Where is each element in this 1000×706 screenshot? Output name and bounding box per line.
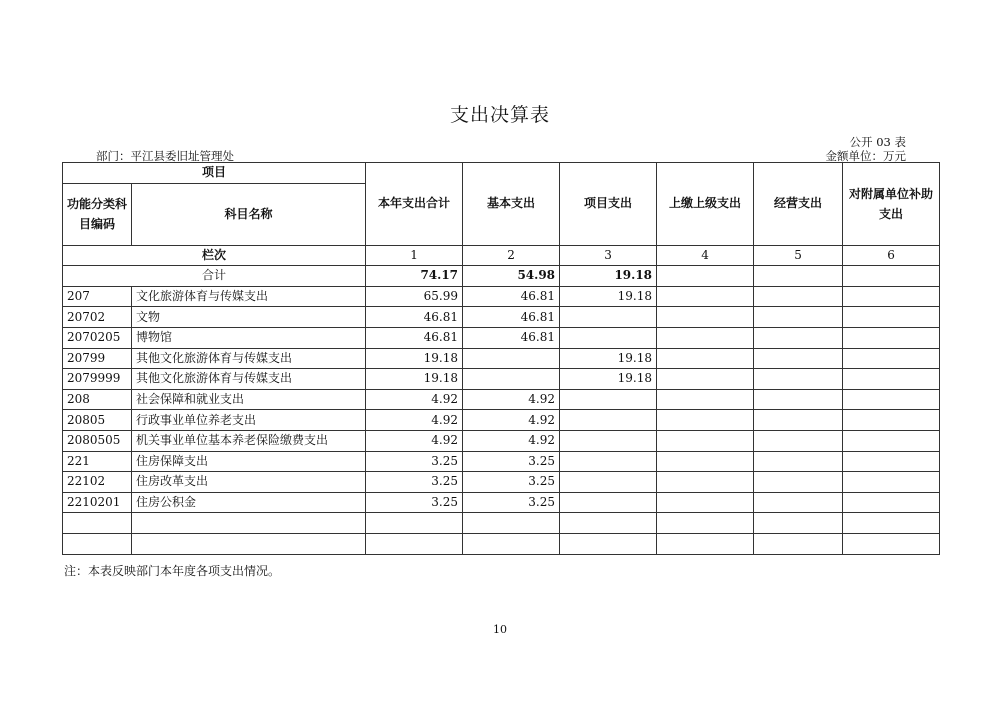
row-basic: 3.25 xyxy=(463,472,560,493)
row-code: 2210201 xyxy=(63,492,132,513)
empty-cell xyxy=(843,472,940,493)
empty-cell xyxy=(657,430,754,451)
table-row xyxy=(63,389,940,410)
table-row xyxy=(63,348,940,369)
row-project xyxy=(560,327,657,348)
row-basic: 3.25 xyxy=(463,492,560,513)
empty-cell xyxy=(463,533,560,554)
empty-cell xyxy=(366,533,463,554)
header-upper: 上缴上级支出 xyxy=(657,163,754,246)
row-name: 文化旅游体育与传媒支出 xyxy=(132,286,366,307)
row-project: 19.18 xyxy=(560,348,657,369)
table-row xyxy=(63,430,940,451)
empty-cell xyxy=(754,513,843,534)
row-code: 208 xyxy=(63,389,132,410)
empty-cell xyxy=(754,369,843,390)
row-project xyxy=(560,307,657,328)
empty-cell xyxy=(657,348,754,369)
row-name: 其他文化旅游体育与传媒支出 xyxy=(132,369,366,390)
empty-cell xyxy=(754,430,843,451)
row-code: 221 xyxy=(63,451,132,472)
row-name: 行政事业单位养老支出 xyxy=(132,410,366,431)
empty-cell xyxy=(754,451,843,472)
row-total: 4.92 xyxy=(366,430,463,451)
row-project xyxy=(560,492,657,513)
row-basic: 46.81 xyxy=(463,327,560,348)
row-code: 20805 xyxy=(63,410,132,431)
empty-cell xyxy=(657,533,754,554)
department-label: 部门：平江县委旧址管理处 xyxy=(96,149,234,163)
row-total: 19.18 xyxy=(366,348,463,369)
row-total: 3.25 xyxy=(366,492,463,513)
row-code: 207 xyxy=(63,286,132,307)
form-number: 公开 03 表 xyxy=(849,135,906,149)
table-row xyxy=(63,472,940,493)
row-code: 2080505 xyxy=(63,430,132,451)
empty-cell xyxy=(657,451,754,472)
row-total: 46.81 xyxy=(366,307,463,328)
empty-cell xyxy=(63,513,132,534)
empty-cell xyxy=(843,513,940,534)
unit-label: 金额单位：万元 xyxy=(825,149,906,163)
row-basic xyxy=(463,369,560,390)
col-num: 4 xyxy=(657,245,754,266)
table-row xyxy=(63,492,940,513)
empty-cell xyxy=(843,286,940,307)
table-row xyxy=(63,410,940,431)
header-project-expense: 项目支出 xyxy=(560,163,657,246)
empty-cell xyxy=(657,327,754,348)
row-name: 其他文化旅游体育与传媒支出 xyxy=(132,348,366,369)
empty-cell xyxy=(843,533,940,554)
empty-cell xyxy=(754,389,843,410)
row-code: 2070205 xyxy=(63,327,132,348)
row-name: 文物 xyxy=(132,307,366,328)
col-num: 5 xyxy=(754,245,843,266)
total-basic: 54.98 xyxy=(463,266,560,287)
row-project: 19.18 xyxy=(560,369,657,390)
empty-cell xyxy=(843,430,940,451)
empty-cell xyxy=(657,286,754,307)
row-total: 19.18 xyxy=(366,369,463,390)
footnote: 注：本表反映部门本年度各项支出情况。 xyxy=(64,564,281,578)
total-total: 74.17 xyxy=(366,266,463,287)
row-name: 住房保障支出 xyxy=(132,451,366,472)
col-num: 3 xyxy=(560,245,657,266)
empty-cell xyxy=(754,266,843,287)
empty-cell xyxy=(132,533,366,554)
empty-cell xyxy=(657,513,754,534)
col-num: 2 xyxy=(463,245,560,266)
table-row xyxy=(63,286,940,307)
row-basic: 3.25 xyxy=(463,451,560,472)
header-func-code: 功能分类科目编码 xyxy=(63,183,132,245)
empty-cell xyxy=(657,389,754,410)
empty-cell xyxy=(843,266,940,287)
page-title: 支出决算表 xyxy=(449,104,550,126)
empty-row xyxy=(63,533,940,554)
row-name: 住房公积金 xyxy=(132,492,366,513)
empty-cell xyxy=(560,513,657,534)
empty-cell xyxy=(754,327,843,348)
table-row xyxy=(63,451,940,472)
empty-cell xyxy=(657,492,754,513)
row-project xyxy=(560,430,657,451)
row-name: 机关事业单位基本养老保险缴费支出 xyxy=(132,430,366,451)
header-business: 经营支出 xyxy=(754,163,843,246)
header-col-order: 栏次 xyxy=(63,245,366,266)
row-total: 46.81 xyxy=(366,327,463,348)
row-total: 4.92 xyxy=(366,410,463,431)
empty-cell xyxy=(754,533,843,554)
empty-cell xyxy=(754,348,843,369)
empty-cell xyxy=(366,513,463,534)
empty-cell xyxy=(843,492,940,513)
row-basic xyxy=(463,348,560,369)
total-row xyxy=(63,266,940,287)
row-code: 20799 xyxy=(63,348,132,369)
empty-cell xyxy=(132,513,366,534)
row-code: 20702 xyxy=(63,307,132,328)
empty-cell xyxy=(657,266,754,287)
header-project: 项目 xyxy=(63,163,366,184)
row-basic: 4.92 xyxy=(463,389,560,410)
page-number: 10 xyxy=(493,623,507,636)
table-row xyxy=(63,327,940,348)
header-basic: 基本支出 xyxy=(463,163,560,246)
col-num: 1 xyxy=(366,245,463,266)
row-total: 3.25 xyxy=(366,472,463,493)
row-name: 社会保障和就业支出 xyxy=(132,389,366,410)
total-label: 合计 xyxy=(63,266,366,287)
empty-cell xyxy=(843,307,940,328)
row-name: 住房改革支出 xyxy=(132,472,366,493)
empty-cell xyxy=(657,369,754,390)
row-code: 22102 xyxy=(63,472,132,493)
header-total: 本年支出合计 xyxy=(366,163,463,246)
empty-cell xyxy=(657,307,754,328)
table-row xyxy=(63,307,940,328)
row-code: 2079999 xyxy=(63,369,132,390)
row-project xyxy=(560,389,657,410)
table-row xyxy=(63,369,940,390)
row-project xyxy=(560,472,657,493)
empty-cell xyxy=(657,472,754,493)
header-subsidy: 对附属单位补助支出 xyxy=(843,163,940,246)
row-total: 65.99 xyxy=(366,286,463,307)
row-total: 4.92 xyxy=(366,389,463,410)
empty-cell xyxy=(843,389,940,410)
row-total: 3.25 xyxy=(366,451,463,472)
empty-cell xyxy=(843,348,940,369)
empty-row xyxy=(63,513,940,534)
empty-cell xyxy=(843,410,940,431)
empty-cell xyxy=(754,472,843,493)
total-project: 19.18 xyxy=(560,266,657,287)
row-basic: 46.81 xyxy=(463,286,560,307)
row-project xyxy=(560,410,657,431)
row-project xyxy=(560,451,657,472)
row-name: 博物馆 xyxy=(132,327,366,348)
empty-cell xyxy=(843,369,940,390)
empty-cell xyxy=(754,286,843,307)
empty-cell xyxy=(63,533,132,554)
col-num: 6 xyxy=(843,245,940,266)
empty-cell xyxy=(843,327,940,348)
empty-cell xyxy=(754,492,843,513)
row-basic: 46.81 xyxy=(463,307,560,328)
row-project: 19.18 xyxy=(560,286,657,307)
empty-cell xyxy=(463,513,560,534)
expenditure-table xyxy=(62,162,940,555)
row-basic: 4.92 xyxy=(463,410,560,431)
empty-cell xyxy=(754,410,843,431)
empty-cell xyxy=(560,533,657,554)
empty-cell xyxy=(843,451,940,472)
header-subject-name: 科目名称 xyxy=(132,183,366,245)
row-basic: 4.92 xyxy=(463,430,560,451)
empty-cell xyxy=(754,307,843,328)
empty-cell xyxy=(657,410,754,431)
